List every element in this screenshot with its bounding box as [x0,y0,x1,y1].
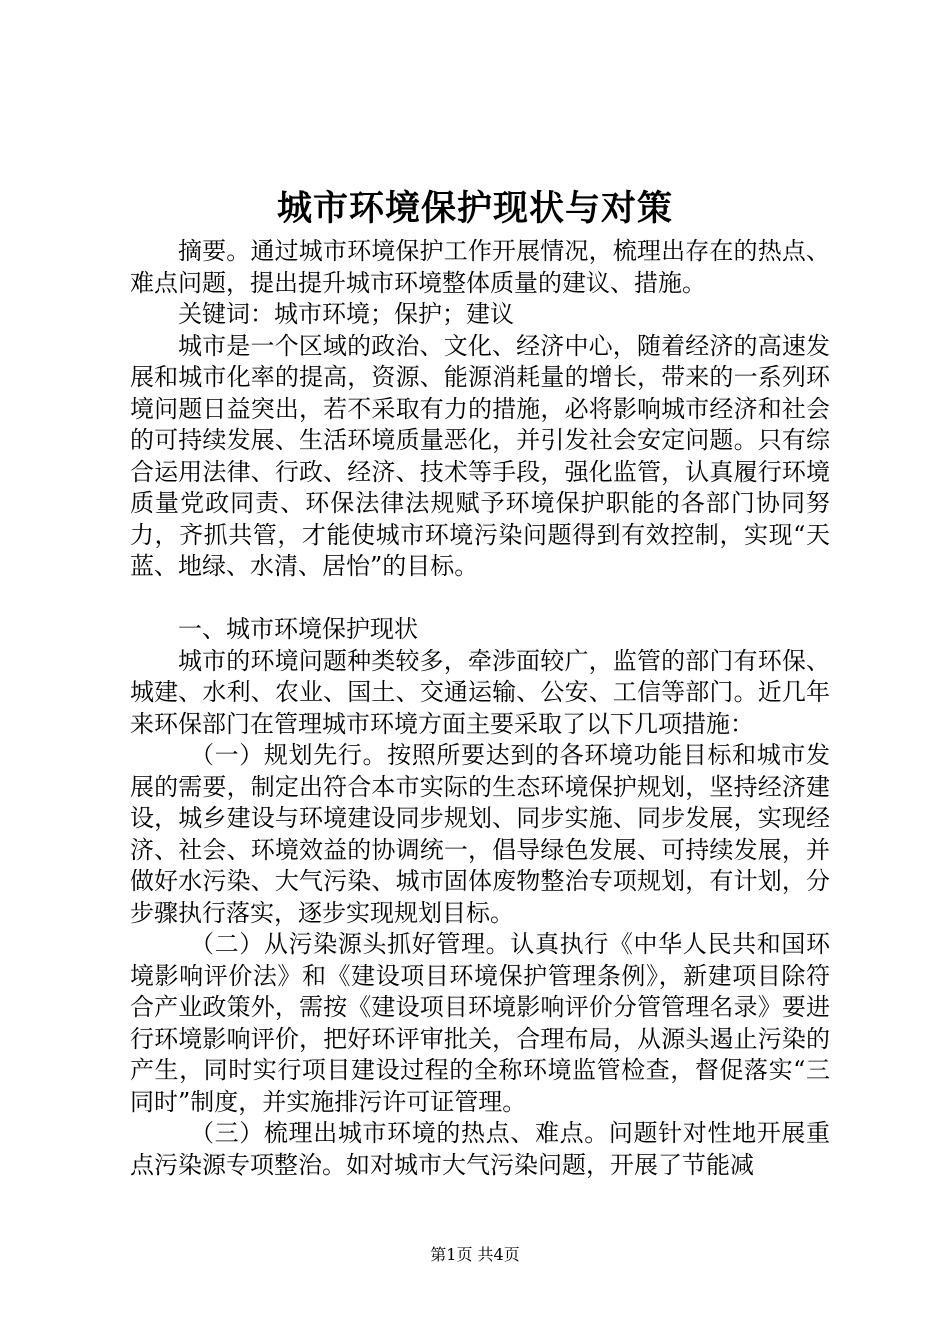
section-intro-paragraph: 城市的环境问题种类较多，牵涉面较广，监管的部门有环保、城建、水利、农业、国土、交通运输、公安、工信等部门。近几年来环保部门在管理城市环境方面主要采取了以下几项措施： [130,646,830,738]
document-body [130,236,830,1181]
document-title: 城市环境保护现状与对策 [276,188,673,229]
keywords-line: 关键词：城市环境；保护；建议 [178,300,514,328]
measure-item-2: （二）从污染源头抓好管理。认真执行《中华人民共和国环境影响评价法》和《建设项目环境保护管理条例》，新建项目除符合产业政策外，需按《建设项目环境影响评价分管管理名录》要进行环境影响评价，把好环评审批关，合理布局，从源头遏止污染的产生，同时实行项目建设过程的全称环境监管检查，督促落实“三同时”制度，并实施排污许可证管理。 [130,930,830,1116]
abstract-paragraph: 摘要。通过城市环境保护工作开展情况，梳理出存在的热点、难点问题，提出提升城市环境整体质量的建议、措施。 [130,237,830,297]
measure-item-1: （一）规划先行。按照所要达到的各环境功能目标和城市发展的需要，制定出符合本市实际的生态环境保护规划，坚持经济建设，城乡建设与环境建设同步规划、同步实施、同步发展，实现经济、社会、环境效益的协调统一，倡导绿色发展、可持续发展，并做好水污染、大气污染、城市固体废物整治专项规划，有计划，分步骤执行落实，逐步实现规划目标。 [130,741,830,927]
measure-item-3: （三）梳理出城市环境的热点、难点。问题针对性地开展重点污染源专项整治。如对城市大气污染问题，开展了节能减 [130,1119,830,1179]
section-heading: 一、城市环境保护现状 [178,615,418,643]
intro-paragraph: 城市是一个区域的政治、文化、经济中心，随着经济的高速发展和城市化率的提高，资源、能源消耗量的增长，带来的一系列环境问题日益突出，若不采取有力的措施，必将影响城市经济和社会的可持续发展、生活环境质量恶化，并引发社会安定问题。只有综合运用法律、行政、经济、技术等手段，强化监管，认真履行环境质量党政同责、环保法律法规赋予环境保护职能的各部门协同努力，齐抓共管，才能使城市环境污染问题得到有效控制，实现“天蓝、地绿、水清、居怡”的目标。 [130,331,830,580]
page-number-footer: 第1页 共4页 [430,1245,520,1264]
